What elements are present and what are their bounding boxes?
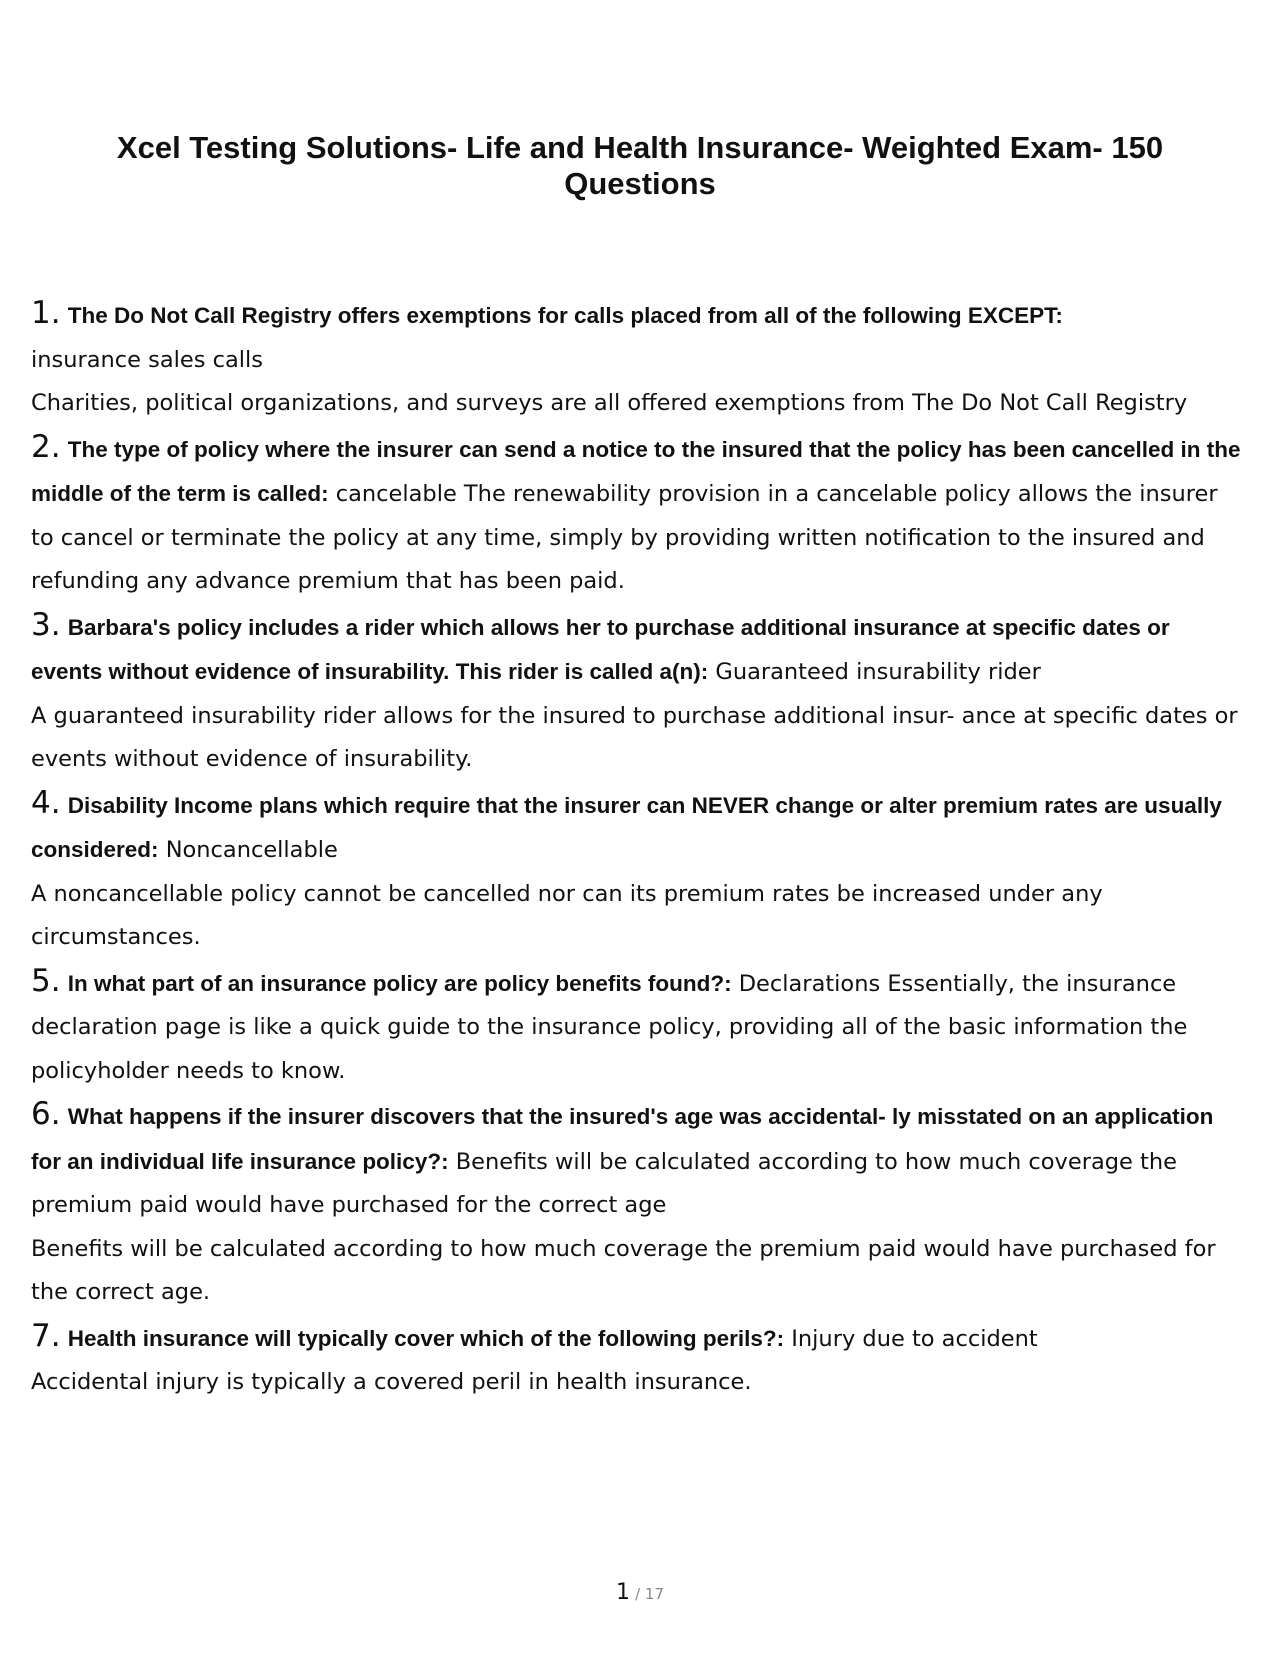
explanation-text: Accidental injury is typically a covered peril in health insurance. [31,1369,752,1395]
question-item-1 [31,292,1246,426]
page-total: / 17 [635,1585,664,1603]
question-item-7 [31,1315,1246,1405]
explanation-text: Charities, political organizations, and surveys are all offered exemptions from The Do Not Call Registry [31,390,1188,416]
page-number [0,1580,1280,1605]
question-number: 2. [31,428,61,465]
question-text: Disability Income plans which require that the insurer can NEVER change or alter premium rates are usually considered: [31,792,1222,862]
answer-text: Noncancellable [165,837,338,863]
explanation-text: A noncancellable policy cannot be cancelled nor can its premium rates be increased under any circumstances. [31,880,1103,950]
document-title: Xcel Testing Solutions- Life and Health Insurance- Weighted Exam- 150 Questions [116,130,1164,201]
question-text: Health insurance will typically cover which of the following perils?: [67,1325,785,1351]
answer-text: Injury due to accident [791,1325,1038,1352]
explanation-text: Benefits will be calculated according to how much coverage the premium paid would have purchased for the correct age. [31,1235,1216,1305]
question-number: 5. [31,962,61,999]
page-current: 1 [615,1580,630,1605]
question-text: Barbara's policy includes a rider which allows her to purchase additional insurance at specific dates or events without evidence of insurability. This rider is called a(n): [31,614,1170,684]
question-text: In what part of an insurance policy are policy benefits found?: [67,970,732,996]
explanation-text: A guaranteed insurability rider allows for the insured to purchase additional insur- ance at specific dates or events without evidence of insurability. [31,702,1238,772]
answer-text: cancelable The renewability provision in a cancelable policy allows the insurer to cancel or terminate the policy at any time, simply by providing written notification to the insured and refunding any advance premium that has been paid. [31,481,1218,594]
question-item-3 [31,604,1246,782]
question-item-2 [31,426,1246,604]
answer-text: Benefits will be calculated according to how much coverage the premium paid would have purchased for the correct age [31,1148,1177,1218]
question-list [31,292,1246,1405]
question-number: 7. [31,1317,61,1354]
question-number: 6. [31,1096,61,1132]
question-text: What happens if the insurer discovers that the insured's age was accidental- ly misstated on an application for an individual life insurance policy?: [31,1104,1214,1174]
question-item-6 [31,1093,1246,1315]
question-number: 1. [31,295,61,331]
answer-text: Declarations Essentially, the insurance declaration page is like a quick guide to the insurance policy, providing all of the basic information the policyholder needs to know. [31,970,1188,1084]
question-text: The type of policy where the insurer can send a notice to the insured that the policy has been cancelled in the middle of the term is called: [31,436,1241,506]
answer-text: Guaranteed insurability rider [715,659,1041,685]
question-text: The Do Not Call Registry offers exemptions for calls placed from all of the following EXCEPT: [67,303,1063,328]
question-number: 4. [31,784,61,821]
question-item-5 [31,960,1246,1094]
answer-text: insurance sales calls [31,346,264,373]
question-item-4 [31,782,1246,960]
question-number: 3. [31,606,61,643]
